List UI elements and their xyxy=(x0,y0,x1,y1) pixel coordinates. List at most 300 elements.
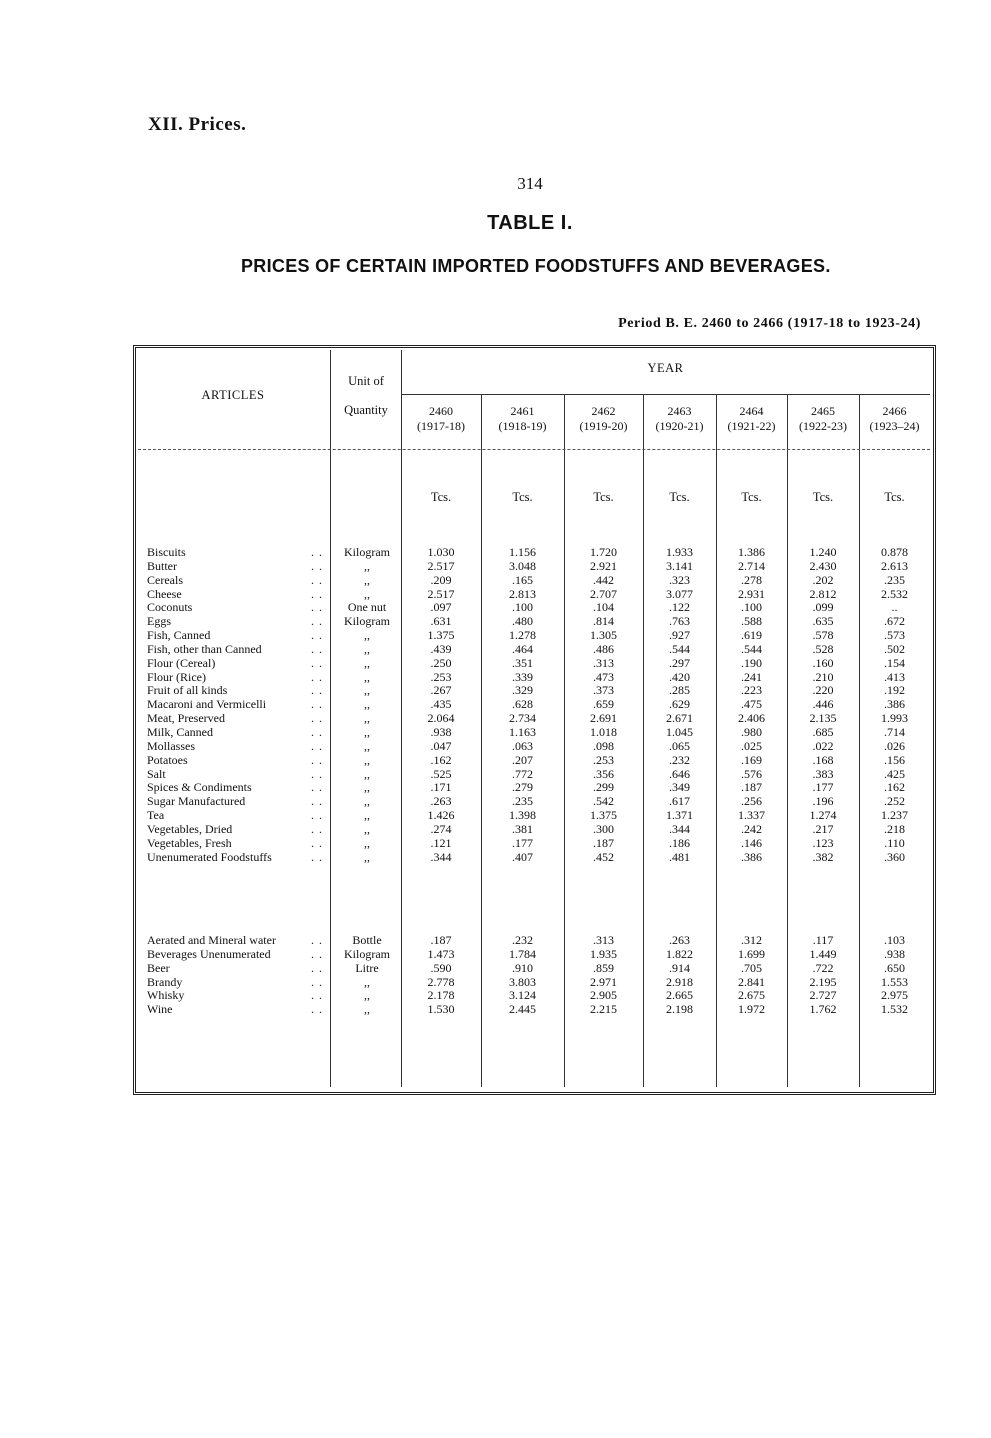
unit-cell: ,, xyxy=(364,1002,370,1017)
foodstuff-units xyxy=(331,546,403,864)
value-cell: .047 xyxy=(430,738,452,753)
unit-cell: ,, xyxy=(364,808,370,823)
year-header-rule xyxy=(401,394,930,395)
value-cell: 1.720 xyxy=(590,545,617,559)
leader-dots: . . xyxy=(311,558,323,573)
value-column xyxy=(643,934,716,1017)
unit-cell: ,, xyxy=(364,572,370,587)
value-cell: 1.784 xyxy=(509,946,536,961)
article-name: Fish, other than Canned xyxy=(147,641,262,656)
article-label xyxy=(147,588,327,602)
value-cell: .099 xyxy=(812,600,834,615)
article-name: Spices & Condiments xyxy=(147,780,252,795)
leader-dots: . . xyxy=(311,655,323,670)
unit-cell: Kilogram xyxy=(344,946,390,961)
leader-dots: . . xyxy=(311,545,323,559)
value-cell: .123 xyxy=(812,835,834,850)
article-name: Biscuits xyxy=(147,545,186,559)
value-cell: .381 xyxy=(512,821,533,836)
year-2464-header: 2464 (1921-22) xyxy=(727,404,776,433)
leader-dots: . . xyxy=(311,849,323,864)
value-column xyxy=(564,934,643,1017)
leader-dots: . . xyxy=(311,960,323,975)
currency-label: Tcs. xyxy=(884,490,905,504)
value-cell: .339 xyxy=(512,669,533,684)
unit-cell: ,, xyxy=(364,780,370,795)
value-cell: 2.813 xyxy=(509,586,536,601)
value-cell: .187 xyxy=(741,780,762,795)
value-cell: .910 xyxy=(512,960,533,975)
article-name: Salt xyxy=(147,766,166,781)
article-name: Coconuts xyxy=(147,600,193,615)
value-cell: 3.141 xyxy=(666,558,693,573)
year-2465-header: 2465 (1922-23) xyxy=(799,404,847,433)
value-cell: 1.532 xyxy=(881,1002,908,1017)
value-cell: .256 xyxy=(741,794,762,809)
article-label xyxy=(147,962,327,976)
value-cell: .980 xyxy=(741,724,762,739)
article-name: Butter xyxy=(147,558,177,573)
value-cell: 1.449 xyxy=(809,946,837,961)
value-column xyxy=(564,546,643,864)
value-cell: .452 xyxy=(593,849,614,864)
leader-dots: . . xyxy=(311,988,323,1003)
value-cell: .629 xyxy=(669,697,690,712)
value-cell: .162 xyxy=(430,752,452,767)
value-cell: .617 xyxy=(669,794,690,809)
value-cell: .250 xyxy=(430,655,452,670)
value-cell: .544 xyxy=(669,641,690,656)
value-cell: .590 xyxy=(430,960,452,975)
value-cell: 1.018 xyxy=(590,724,617,739)
article-label xyxy=(147,615,327,629)
value-cell: .349 xyxy=(669,780,690,795)
unit-cell: ,, xyxy=(364,752,370,767)
value-cell: .100 xyxy=(741,600,762,615)
year-2466-header: 2466 (1923–24) xyxy=(869,404,920,433)
article-label xyxy=(147,934,327,948)
value-cell: 1.530 xyxy=(427,1002,455,1017)
article-label xyxy=(147,629,327,643)
value-cell: 1.371 xyxy=(666,808,693,823)
value-cell: .232 xyxy=(669,752,690,767)
value-cell: .022 xyxy=(812,738,834,753)
unit-cell: ,, xyxy=(364,669,370,684)
value-cell: .297 xyxy=(669,655,690,670)
value-cell: .192 xyxy=(884,683,905,698)
value-cell: 1.935 xyxy=(590,946,617,961)
value-cell: .814 xyxy=(593,614,614,629)
value-cell: 1.240 xyxy=(809,545,837,559)
value-cell: .386 xyxy=(884,697,905,712)
unit-cell: ,, xyxy=(364,821,370,836)
value-column xyxy=(787,934,859,1017)
value-cell: .435 xyxy=(430,697,452,712)
value-cell: 2.517 xyxy=(427,558,455,573)
value-cell: 3.077 xyxy=(666,586,693,601)
value-column xyxy=(643,546,716,864)
value-cell: 2.778 xyxy=(427,974,455,989)
value-cell: .154 xyxy=(884,655,905,670)
value-cell: .177 xyxy=(812,780,834,795)
value-cell: .763 xyxy=(669,614,690,629)
article-label xyxy=(147,1003,327,1017)
value-cell: 2.675 xyxy=(738,988,765,1003)
value-cell: .525 xyxy=(430,766,452,781)
value-cell: .. xyxy=(891,600,898,615)
leader-dots: . . xyxy=(311,572,323,587)
value-cell: .473 xyxy=(593,669,614,684)
unit-cell: Kilogram xyxy=(344,545,390,559)
leader-dots: . . xyxy=(311,1002,323,1017)
article-label xyxy=(147,560,327,574)
unit-cell: One nut xyxy=(347,600,387,615)
value-cell: .722 xyxy=(812,960,834,975)
value-cell: .407 xyxy=(512,849,533,864)
value-cell: .528 xyxy=(812,641,834,656)
value-cell: .344 xyxy=(430,849,452,864)
value-cell: 2.691 xyxy=(590,711,617,726)
value-cell: .299 xyxy=(593,780,614,795)
article-name: Fruit of all kinds xyxy=(147,683,228,698)
unit-cell: ,, xyxy=(364,683,370,698)
value-cell: .190 xyxy=(741,655,762,670)
value-cell: .209 xyxy=(430,572,452,587)
article-label xyxy=(147,823,327,837)
value-cell: 2.430 xyxy=(809,558,837,573)
leader-dots: . . xyxy=(311,794,323,809)
article-label xyxy=(147,726,327,740)
value-cell: 2.812 xyxy=(809,586,837,601)
value-cell: .103 xyxy=(884,933,905,947)
unit-cell: ,, xyxy=(364,628,370,643)
value-column xyxy=(859,934,930,1017)
article-label xyxy=(147,671,327,685)
value-cell: 1.156 xyxy=(509,545,536,559)
value-cell: 2.905 xyxy=(590,988,617,1003)
value-cell: .588 xyxy=(741,614,762,629)
beverage-articles xyxy=(147,934,327,1017)
article-name: Eggs xyxy=(147,614,171,629)
value-cell: 2.445 xyxy=(509,1002,536,1017)
value-cell: .446 xyxy=(812,697,834,712)
value-column xyxy=(859,546,930,864)
leader-dots: . . xyxy=(311,752,323,767)
article-label xyxy=(147,989,327,1003)
value-cell: .063 xyxy=(512,738,533,753)
year-header: YEAR xyxy=(647,361,684,375)
value-cell: .156 xyxy=(884,752,905,767)
article-name: Sugar Manufactured xyxy=(147,794,246,809)
value-cell: .187 xyxy=(593,835,614,850)
article-label xyxy=(147,768,327,782)
value-cell: .475 xyxy=(741,697,762,712)
year-2460-header: 2460 (1917-18) xyxy=(417,404,465,433)
value-cell: .253 xyxy=(430,669,452,684)
value-cell: 3.803 xyxy=(509,974,536,989)
unit-header-line1: Unit of xyxy=(348,374,384,388)
value-column xyxy=(716,934,787,1017)
value-cell: 0.878 xyxy=(881,545,908,559)
unit-cell: ,, xyxy=(364,835,370,850)
value-cell: 2.517 xyxy=(427,586,455,601)
value-cell: .220 xyxy=(812,683,834,698)
value-cell: .480 xyxy=(512,614,533,629)
table-title: TABLE I. xyxy=(487,212,573,234)
value-cell: 2.671 xyxy=(666,711,693,726)
year-2463-header: 2463 (1920-21) xyxy=(655,404,704,433)
year-2462-header: 2462 (1919-20) xyxy=(579,404,628,433)
leader-dots: . . xyxy=(311,628,323,643)
value-cell: 1.398 xyxy=(509,808,536,823)
value-cell: 2.532 xyxy=(881,586,908,601)
value-cell: .267 xyxy=(430,683,452,698)
article-label xyxy=(147,684,327,698)
leader-dots: . . xyxy=(311,974,323,989)
article-name: Tea xyxy=(147,808,165,823)
value-cell: .344 xyxy=(669,821,690,836)
leader-dots: . . xyxy=(311,835,323,850)
unit-cell: ,, xyxy=(364,974,370,989)
leader-dots: . . xyxy=(311,641,323,656)
value-cell: .279 xyxy=(512,780,533,795)
value-cell: .938 xyxy=(430,724,452,739)
currency-label: Tcs. xyxy=(812,490,834,504)
value-cell: .481 xyxy=(669,849,690,864)
value-cell: 2.714 xyxy=(738,558,765,573)
unit-cell: ,, xyxy=(364,766,370,781)
article-name: Macaroni and Vermicelli xyxy=(147,697,267,712)
value-cell: .313 xyxy=(593,655,614,670)
section-heading: XII. Prices. xyxy=(148,114,247,135)
value-cell: 2.727 xyxy=(809,988,837,1003)
value-cell: .619 xyxy=(741,628,762,643)
unit-cell: Bottle xyxy=(352,933,382,947)
article-name: Milk, Canned xyxy=(147,724,213,739)
article-name: Unenumerated Foodstuffs xyxy=(147,849,272,864)
value-cell: .025 xyxy=(741,738,762,753)
value-cell: .110 xyxy=(884,835,905,850)
value-cell: .274 xyxy=(430,821,452,836)
article-label xyxy=(147,851,327,865)
value-cell: .223 xyxy=(741,683,762,698)
value-cell: .859 xyxy=(593,960,614,975)
unit-cell: ,, xyxy=(364,558,370,573)
currency-label: Tcs. xyxy=(512,490,533,504)
value-cell: .235 xyxy=(512,794,533,809)
foodstuff-articles xyxy=(147,546,327,864)
unit-cell: Litre xyxy=(355,960,379,975)
article-label xyxy=(147,976,327,990)
article-label xyxy=(147,781,327,795)
value-cell: 1.337 xyxy=(738,808,765,823)
article-label xyxy=(147,712,327,726)
value-cell: .573 xyxy=(884,628,905,643)
value-cell: .502 xyxy=(884,641,905,656)
value-cell: .218 xyxy=(884,821,905,836)
value-column xyxy=(481,934,564,1017)
unit-cell: ,, xyxy=(364,724,370,739)
article-label xyxy=(147,657,327,671)
value-cell: 2.178 xyxy=(427,988,455,1003)
unit-cell: Kilogram xyxy=(344,614,390,629)
value-cell: .186 xyxy=(669,835,690,850)
article-name: Aerated and Mineral water xyxy=(147,933,276,947)
value-cell: 1.386 xyxy=(738,545,765,559)
leader-dots: . . xyxy=(311,614,323,629)
currency-label: Tcs. xyxy=(430,490,452,504)
value-cell: .714 xyxy=(884,724,905,739)
value-cell: .646 xyxy=(669,766,690,781)
article-label xyxy=(147,754,327,768)
article-label xyxy=(147,601,327,615)
value-cell: 2.921 xyxy=(590,558,617,573)
leader-dots: . . xyxy=(311,821,323,836)
value-cell: 1.822 xyxy=(666,946,693,961)
value-cell: 3.124 xyxy=(509,988,536,1003)
period-caption: Period B. E. 2460 to 2466 (1917-18 to 1923-24) xyxy=(618,316,921,331)
year-2461-header: 2461 (1918-19) xyxy=(498,404,547,433)
value-cell: 1.237 xyxy=(881,808,908,823)
value-column xyxy=(401,546,481,864)
value-cell: 1.426 xyxy=(427,808,455,823)
leader-dots: . . xyxy=(311,724,323,739)
value-cell: .241 xyxy=(741,669,762,684)
value-cell: .927 xyxy=(669,628,690,643)
value-cell: .360 xyxy=(884,849,905,864)
value-cell: .202 xyxy=(812,572,834,587)
value-cell: .439 xyxy=(430,641,452,656)
value-cell: 2.064 xyxy=(427,711,455,726)
value-cell: .232 xyxy=(512,933,533,947)
value-cell: 1.045 xyxy=(666,724,693,739)
value-cell: 2.971 xyxy=(590,974,617,989)
leader-dots: . . xyxy=(311,766,323,781)
value-cell: 2.195 xyxy=(809,974,837,989)
value-cell: .065 xyxy=(669,738,690,753)
value-cell: 2.841 xyxy=(738,974,765,989)
article-label xyxy=(147,643,327,657)
article-name: Brandy xyxy=(147,974,183,989)
value-cell: 2.406 xyxy=(738,711,765,726)
value-cell: .382 xyxy=(812,849,834,864)
leader-dots: . . xyxy=(311,933,323,947)
value-column xyxy=(401,934,481,1017)
article-name: Beer xyxy=(147,960,170,975)
table-subtitle: PRICES OF CERTAIN IMPORTED FOODSTUFFS AND BEVERAGES. xyxy=(241,256,831,276)
unit-cell: ,, xyxy=(364,655,370,670)
article-name: Meat, Preserved xyxy=(147,711,225,726)
value-cell: 1.030 xyxy=(427,545,455,559)
currency-label: Tcs. xyxy=(593,490,614,504)
value-cell: .177 xyxy=(512,835,533,850)
value-cell: 2.707 xyxy=(590,586,617,601)
value-cell: .373 xyxy=(593,683,614,698)
value-cell: 1.274 xyxy=(809,808,837,823)
leader-dots: . . xyxy=(311,946,323,961)
article-name: Wine xyxy=(147,1002,173,1017)
article-label xyxy=(147,546,327,560)
value-cell: .263 xyxy=(430,794,452,809)
value-cell: .117 xyxy=(812,933,834,947)
leader-dots: . . xyxy=(311,683,323,698)
value-cell: .160 xyxy=(812,655,834,670)
value-cell: .312 xyxy=(741,933,762,947)
value-cell: .544 xyxy=(741,641,762,656)
value-cell: .300 xyxy=(593,821,614,836)
value-cell: .576 xyxy=(741,766,762,781)
value-cell: .026 xyxy=(884,738,905,753)
value-cell: .386 xyxy=(741,849,762,864)
unit-cell: ,, xyxy=(364,586,370,601)
value-cell: .329 xyxy=(512,683,533,698)
value-cell: .672 xyxy=(884,614,905,629)
value-cell: .146 xyxy=(741,835,762,850)
value-cell: .097 xyxy=(430,600,452,615)
value-cell: 1.762 xyxy=(809,1002,837,1017)
value-cell: 1.163 xyxy=(509,724,536,739)
value-cell: .705 xyxy=(741,960,762,975)
value-cell: .165 xyxy=(512,572,533,587)
article-name: Cheese xyxy=(147,586,182,601)
article-name: Flour (Cereal) xyxy=(147,655,216,670)
article-name: Potatoes xyxy=(147,752,188,767)
value-cell: .425 xyxy=(884,766,905,781)
value-cell: .631 xyxy=(430,614,452,629)
article-label xyxy=(147,837,327,851)
article-label xyxy=(147,574,327,588)
value-cell: 2.198 xyxy=(666,1002,693,1017)
unit-cell: ,, xyxy=(364,988,370,1003)
value-cell: 2.215 xyxy=(590,1002,617,1017)
value-cell: .635 xyxy=(812,614,834,629)
leader-dots: . . xyxy=(311,738,323,753)
value-cell: 2.734 xyxy=(509,711,536,726)
value-cell: .685 xyxy=(812,724,834,739)
value-cell: 2.613 xyxy=(881,558,908,573)
value-cell: .413 xyxy=(884,669,905,684)
value-cell: .187 xyxy=(430,933,452,947)
value-cell: .196 xyxy=(812,794,834,809)
value-cell: .217 xyxy=(812,821,834,836)
article-label xyxy=(147,948,327,962)
value-column xyxy=(787,546,859,864)
beverage-units xyxy=(331,934,403,1017)
value-cell: .104 xyxy=(593,600,614,615)
currency-label: Tcs. xyxy=(741,490,762,504)
value-column xyxy=(481,546,564,864)
value-cell: 1.699 xyxy=(738,946,765,961)
value-cell: 1.473 xyxy=(427,946,455,961)
value-cell: 1.278 xyxy=(509,628,536,643)
value-cell: .162 xyxy=(884,780,905,795)
value-cell: .938 xyxy=(884,946,905,961)
value-cell: .464 xyxy=(512,641,533,656)
article-name: Cereals xyxy=(147,572,183,587)
value-cell: .252 xyxy=(884,794,905,809)
article-name: Fish, Canned xyxy=(147,628,211,643)
value-cell: 2.975 xyxy=(881,988,908,1003)
header-rule xyxy=(138,449,930,450)
value-cell: .278 xyxy=(741,572,762,587)
value-cell: .235 xyxy=(884,572,905,587)
leader-dots: . . xyxy=(311,711,323,726)
value-cell: .122 xyxy=(669,600,690,615)
article-name: Vegetables, Fresh xyxy=(147,835,232,850)
value-cell: .772 xyxy=(512,766,533,781)
value-cell: .121 xyxy=(430,835,452,850)
value-cell: 3.048 xyxy=(509,558,536,573)
